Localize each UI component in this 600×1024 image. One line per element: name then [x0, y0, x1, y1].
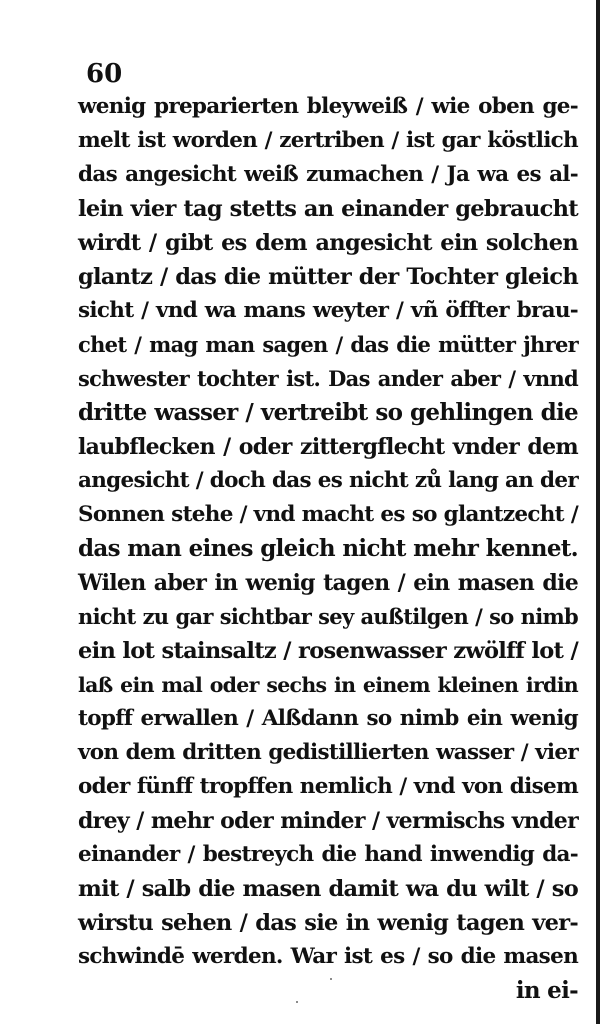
text-line: laubflecken / oder zittergflecht vnder dem: [78, 434, 578, 460]
text-block: [78, 58, 578, 1008]
text-line: wenig preparierten bleyweiß / wie oben ge-: [78, 94, 578, 119]
text-line: einander / bestreych die hand inwendig da-: [78, 842, 578, 867]
text-line: laß ein mal oder sechs in einem kleinen irdin: [78, 673, 578, 697]
text-line: drey / mehr oder minder / vermischs vnder: [78, 808, 578, 834]
paper-speck: [330, 978, 332, 980]
text-line: das man eines gleich nicht mehr kennet.: [78, 535, 578, 562]
text-line: dritte wasser / vertreibt so gehlingen die: [78, 399, 578, 426]
text-line: sicht / vnd wa mans weyter / vñ öffter brau-: [78, 298, 578, 323]
text-line: ein lot stainsaltz / rosenwasser zwölff lot /: [78, 638, 578, 664]
text-line: oder fünff tropffen nemlich / vnd von disem: [78, 774, 578, 799]
text-line: wirstu sehen / das sie in wenig tagen ver-: [78, 910, 578, 936]
text-line: mit / salb die masen damit wa du wilt / so: [78, 876, 578, 902]
text-line: Wilen aber in wenig tagen / ein masen die: [78, 570, 578, 596]
page-number: 60: [86, 59, 123, 89]
text-line: wirdt / gibt es dem angesicht ein solchen: [78, 230, 578, 256]
text-line: schwester tochter ist. Das ander aber / vnnd: [78, 366, 578, 391]
text-line: nicht zu gar sichtbar sey außtilgen / so nimb: [78, 604, 578, 629]
text-line: topff erwallen / Alßdann so nimb ein wenig: [78, 706, 578, 731]
text-line: von dem dritten gedistillierten wasser / vier: [78, 740, 578, 765]
paper-speck: [296, 1001, 298, 1003]
text-line: schwindē werden. War ist es / so die masen: [78, 944, 578, 969]
text-line: chet / mag man sagen / das die mütter jhrer: [78, 332, 578, 357]
text-line: Sonnen stehe / vnd macht es so glantzecht /: [78, 502, 578, 527]
page-edge-shadow: [596, 0, 600, 1024]
text-line: das angesicht weiß zumachen / Ja wa es al-: [78, 162, 578, 187]
text-line: glantz / das die mütter der Tochter gleich: [78, 264, 578, 290]
text-line: angesicht / doch das es nicht zů lang an der: [78, 468, 578, 493]
catchword: in ei-: [515, 977, 578, 1004]
body-text: [78, 90, 578, 974]
text-line: lein vier tag stetts an einander gebraucht: [78, 196, 578, 222]
text-line: melt ist worden / zertriben / ist gar köstlich: [78, 128, 578, 153]
